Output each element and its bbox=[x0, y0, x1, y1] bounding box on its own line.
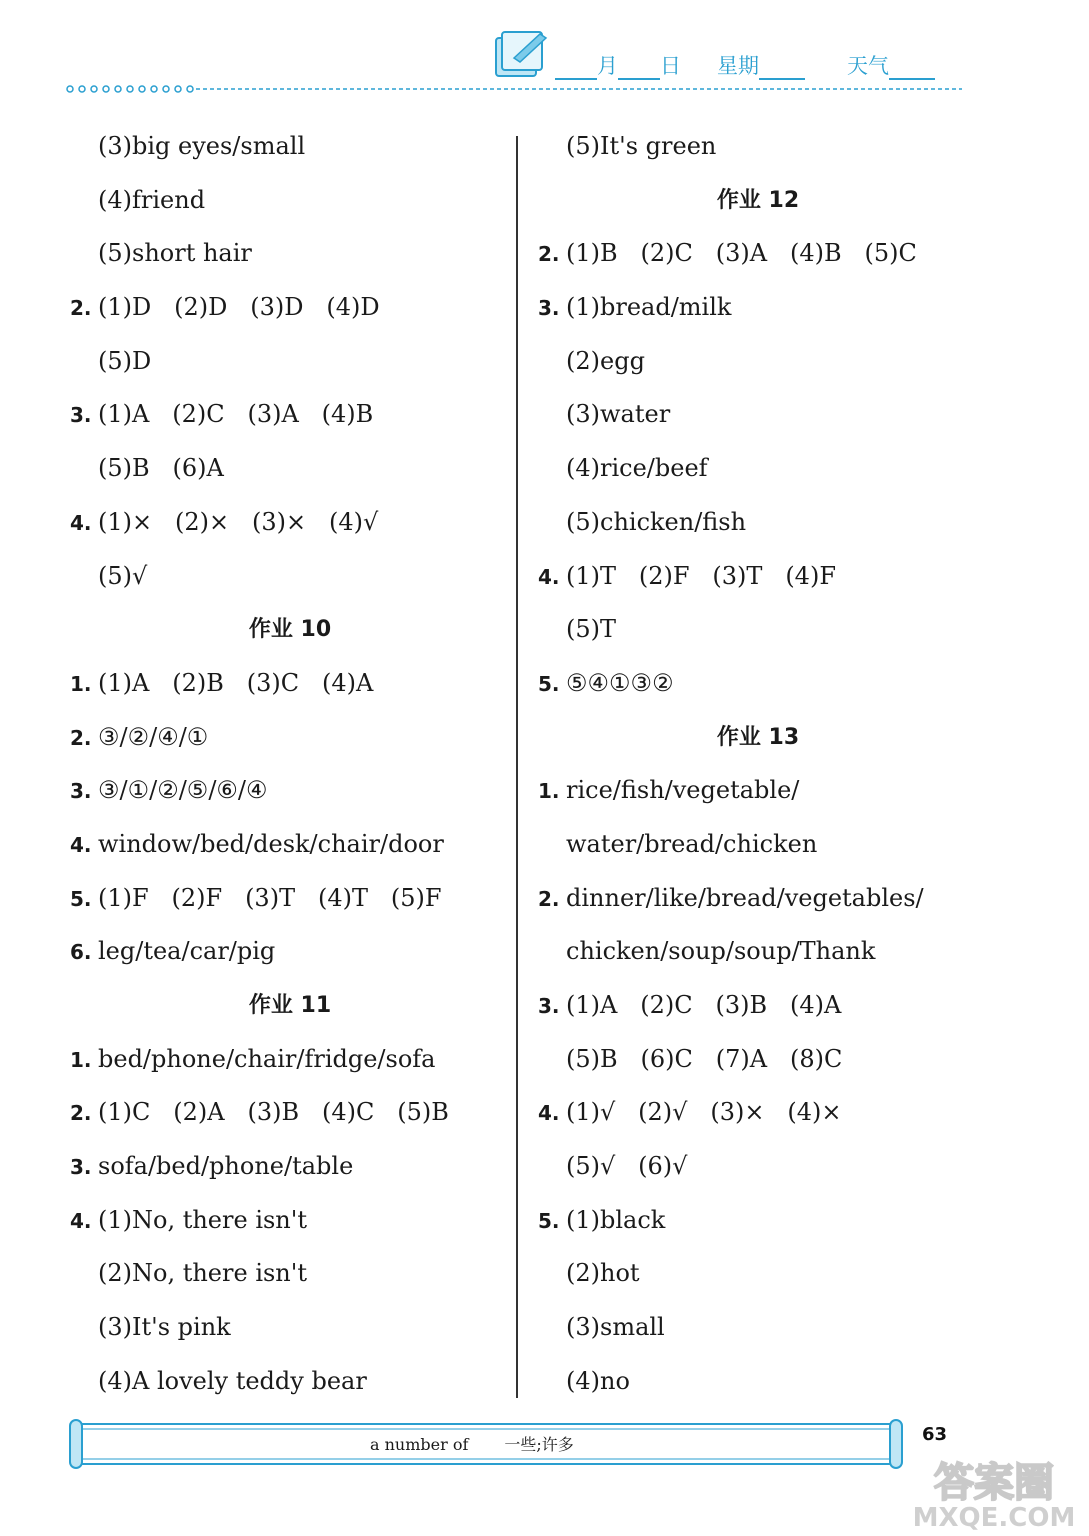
answer-text: rice/fish/vegetable/ bbox=[566, 776, 800, 805]
answer-line bbox=[538, 1086, 978, 1140]
watermark-text-bottom: MXQE.COM bbox=[912, 1503, 1076, 1532]
question-number: 5. bbox=[538, 671, 560, 696]
answer-line bbox=[538, 1247, 978, 1301]
answer-text: (1)B (2)C (3)A (4)B (5)C bbox=[566, 239, 917, 268]
answer-text: (1)T (2)F (3)T (4)F bbox=[566, 561, 836, 590]
question-number: 5. bbox=[70, 886, 92, 911]
answer-line bbox=[70, 120, 510, 174]
answer-text: leg/tea/car/pig bbox=[98, 937, 276, 966]
question-number: 1. bbox=[70, 671, 92, 696]
answer-line bbox=[538, 872, 978, 926]
answer-text: (1)× (2)× (3)× (4)√ bbox=[98, 507, 379, 536]
answer-line bbox=[70, 227, 510, 281]
answer-line bbox=[70, 335, 510, 389]
answer-text: (5)It's green bbox=[566, 132, 717, 160]
footer-vocab bbox=[370, 1432, 610, 1455]
answer-line bbox=[70, 711, 510, 765]
answer-text: window/bed/desk/chair/door bbox=[98, 829, 444, 858]
question-number: 3. bbox=[538, 994, 560, 1018]
left-answer-column bbox=[70, 120, 510, 1409]
answer-text: dinner/like/bread/vegetables/ bbox=[566, 883, 924, 912]
answer-line bbox=[70, 872, 510, 926]
answer-text: (5)√ bbox=[98, 561, 148, 590]
answer-text: ③/②/④/① bbox=[98, 722, 209, 751]
question-number: 2. bbox=[538, 242, 560, 267]
question-number: 3. bbox=[538, 296, 560, 321]
question-number: 3. bbox=[70, 1155, 92, 1180]
answer-text: (5)B (6)C (7)A (8)C bbox=[566, 1044, 843, 1073]
answer-text: (4)rice/beef bbox=[566, 454, 708, 483]
question-number: 2. bbox=[538, 886, 560, 911]
answer-text: (1)√ (2)√ (3)× (4)× bbox=[566, 1098, 842, 1127]
answer-line bbox=[538, 979, 978, 1033]
answer-text: (2)hot bbox=[566, 1259, 640, 1288]
answer-text: (2)egg bbox=[566, 346, 645, 375]
answer-text: (3)big eyes/small bbox=[98, 132, 306, 160]
section-title: 作业 10 bbox=[248, 617, 332, 643]
answer-line bbox=[70, 925, 510, 979]
answer-line bbox=[70, 1086, 510, 1140]
answer-text: (1)A (2)C (3)B (4)A bbox=[566, 991, 842, 1019]
footer-phrase-en: a number of bbox=[370, 1435, 469, 1454]
answer-line bbox=[538, 1140, 978, 1194]
answer-line bbox=[70, 1033, 510, 1087]
answer-line bbox=[70, 818, 510, 872]
answer-line bbox=[538, 335, 978, 389]
answer-text: (2)No, there isn't bbox=[98, 1259, 308, 1288]
answer-text: sofa/bed/phone/table bbox=[98, 1152, 354, 1181]
question-number: 3. bbox=[70, 779, 92, 804]
answer-text: (4)A lovely teddy bear bbox=[98, 1366, 367, 1395]
page-number: 63 bbox=[922, 1424, 948, 1445]
answer-line bbox=[538, 550, 978, 604]
answer-text: (5)D bbox=[98, 346, 152, 375]
answer-line bbox=[538, 1355, 978, 1409]
question-number: 2. bbox=[70, 296, 92, 321]
answer-line bbox=[538, 442, 978, 496]
answer-text: chicken/soup/soup/Thank bbox=[566, 937, 876, 966]
answer-line bbox=[70, 657, 510, 711]
answer-line bbox=[70, 1247, 510, 1301]
column-divider bbox=[516, 136, 518, 1398]
answer-line bbox=[538, 120, 978, 174]
answer-line bbox=[538, 1033, 978, 1087]
weather-label: 天气 bbox=[847, 54, 889, 78]
notebook-pencil-icon bbox=[492, 28, 552, 80]
answer-text: (1)A (2)C (3)A (4)B bbox=[98, 400, 374, 429]
weekday-label: 星期 bbox=[717, 54, 759, 78]
answer-text: (5)T bbox=[566, 615, 617, 644]
watermark-logo bbox=[910, 1452, 1078, 1532]
answer-line bbox=[538, 227, 978, 281]
watermark-text-top: 答案圈 bbox=[934, 1460, 1054, 1506]
section-title: 作业 12 bbox=[716, 187, 800, 213]
right-answer-column bbox=[538, 120, 978, 1409]
answer-text: water/bread/chicken bbox=[566, 829, 818, 858]
section-title: 作业 11 bbox=[248, 993, 332, 1018]
answer-text: (3)water bbox=[566, 400, 671, 429]
date-fields bbox=[555, 50, 935, 80]
answer-line bbox=[70, 496, 510, 550]
answer-text: (4)friend bbox=[98, 185, 206, 214]
question-number: 1. bbox=[538, 779, 560, 804]
answer-line bbox=[70, 1301, 510, 1355]
answer-line bbox=[70, 550, 510, 604]
answer-line bbox=[70, 764, 510, 818]
answer-text: ③/①/②/⑤/⑥/④ bbox=[98, 776, 268, 805]
footer-phrase-zh: 一些;许多 bbox=[504, 1435, 574, 1454]
question-number: 4. bbox=[70, 1208, 92, 1233]
question-number: 3. bbox=[70, 403, 92, 428]
month-label: 月 bbox=[597, 54, 618, 78]
answer-text: (4)no bbox=[566, 1366, 630, 1395]
answer-text: (3)It's pink bbox=[98, 1313, 231, 1342]
question-number: 6. bbox=[70, 940, 92, 965]
question-number: 2. bbox=[70, 1101, 92, 1126]
answer-line bbox=[538, 281, 978, 335]
section-title: 作业 13 bbox=[716, 724, 800, 750]
answer-text: (1)bread/milk bbox=[566, 293, 732, 322]
answer-line bbox=[70, 1140, 510, 1194]
question-number: 2. bbox=[70, 725, 92, 750]
answer-line bbox=[70, 1194, 510, 1248]
answer-text: bed/phone/chair/fridge/sofa bbox=[98, 1044, 436, 1073]
answer-text: (1)black bbox=[566, 1205, 666, 1234]
question-number: 4. bbox=[538, 564, 560, 589]
answer-line bbox=[70, 281, 510, 335]
answer-line bbox=[538, 1194, 978, 1248]
question-number: 1. bbox=[70, 1047, 92, 1072]
page-header bbox=[0, 0, 1089, 100]
question-number: 4. bbox=[70, 510, 92, 535]
answer-line bbox=[70, 442, 510, 496]
answer-text: ⑤④①③② bbox=[566, 668, 674, 697]
answer-text: (5)short hair bbox=[98, 239, 252, 268]
answer-line bbox=[538, 388, 978, 442]
answer-text: (1)D (2)D (3)D (4)D bbox=[98, 293, 380, 322]
answer-line bbox=[538, 1301, 978, 1355]
answer-text: (5)√ (6)√ bbox=[566, 1152, 688, 1181]
answer-text: (5)chicken/fish bbox=[566, 507, 747, 536]
question-number: 4. bbox=[70, 832, 92, 857]
answer-line bbox=[70, 388, 510, 442]
answer-text: (1)A (2)B (3)C (4)A bbox=[98, 668, 374, 697]
answer-line bbox=[538, 764, 978, 818]
answer-text: (1)No, there isn't bbox=[98, 1205, 308, 1234]
answer-line bbox=[70, 174, 510, 228]
header-dotted-rule bbox=[66, 84, 966, 94]
answer-line bbox=[538, 496, 978, 550]
answer-line bbox=[538, 925, 978, 979]
question-number: 4. bbox=[538, 1101, 560, 1126]
answer-text: (1)F (2)F (3)T (4)T (5)F bbox=[98, 883, 442, 912]
answer-text: (5)B (6)A bbox=[98, 454, 224, 483]
answer-line bbox=[538, 818, 978, 872]
question-number: 5. bbox=[538, 1208, 560, 1233]
answer-line bbox=[538, 603, 978, 657]
answer-text: (1)C (2)A (3)B (4)C (5)B bbox=[98, 1098, 449, 1127]
answer-text: (3)small bbox=[566, 1313, 665, 1342]
day-label: 日 bbox=[660, 54, 681, 78]
answer-line bbox=[70, 1355, 510, 1409]
answer-line bbox=[538, 657, 978, 711]
